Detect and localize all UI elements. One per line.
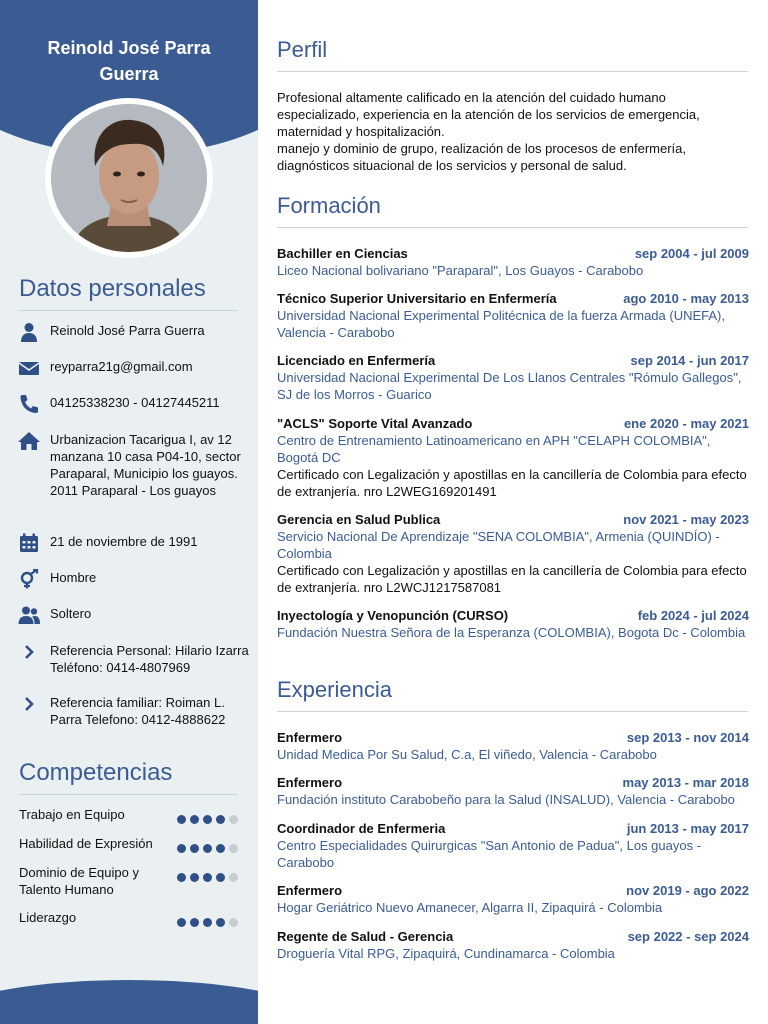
section-divider — [277, 711, 748, 712]
entry-date: nov 2021 - may 2023 — [623, 512, 749, 527]
entry-title: Coordinador de Enfermeria — [277, 821, 446, 836]
entry-institution: Liceo Nacional bolivariano "Paraparal", Los Guayos - Carabobo — [277, 263, 644, 278]
entry-institution: Hogar Geriátrico Nuevo Amanecer, Algarra II, Zipaquirá - Colombia — [277, 900, 663, 915]
chevron-right-icon — [18, 694, 40, 714]
rating-dot-filled — [177, 844, 186, 853]
entry-title: Regente de Salud - Gerencia — [277, 929, 454, 944]
rating-dot-filled — [177, 815, 186, 824]
rating-dot-filled — [190, 873, 199, 882]
entry-note: Certificado con Legalización y apostillas en la cancillería de Colombia para efecto de extranjería. nro L2WCJ1217587081 — [277, 563, 747, 595]
skill-row — [19, 806, 244, 823]
section-title-datos: Datos personales — [19, 275, 206, 302]
section-divider — [277, 71, 748, 72]
chevron-right-icon — [18, 642, 40, 662]
section-title-competencias: Competencias — [19, 759, 173, 786]
entry-title: "ACLS" Soporte Vital Avanzado — [277, 416, 473, 431]
gender-icon — [18, 569, 40, 589]
skill-row — [19, 835, 244, 852]
personal-item-text: Hombre — [50, 570, 97, 585]
rating-dot-filled — [177, 918, 186, 927]
rating-dot-empty — [229, 844, 238, 853]
entry-title: Gerencia en Salud Publica — [277, 512, 441, 527]
envelope-icon — [18, 358, 40, 378]
section-title-experiencia: Experiencia — [277, 677, 392, 702]
sidebar-footer-shape — [0, 980, 258, 1024]
candidate-name: Reinold José Parra Guerra — [47, 38, 211, 84]
entry-item — [277, 882, 749, 916]
entry-date: sep 2013 - nov 2014 — [626, 730, 749, 745]
entry-item — [277, 245, 749, 279]
users-icon — [18, 605, 40, 625]
personal-item-text: reyparra21g@gmail.com — [50, 359, 193, 374]
entry-item — [277, 290, 749, 341]
rating-dot-filled — [203, 873, 212, 882]
rating-dot-filled — [203, 918, 212, 927]
entry-date: sep 2022 - sep 2024 — [627, 929, 749, 944]
skill-rating — [177, 869, 242, 878]
entry-institution: Servicio Nacional De Aprendizaje "SENA COLOMBIA", Armenia (QUINDÍO) - Colombia — [277, 529, 720, 561]
entry-item — [277, 928, 749, 962]
phone-icon — [18, 394, 40, 414]
rating-dot-filled — [203, 844, 212, 853]
rating-dot-filled — [190, 844, 199, 853]
rating-dot-filled — [177, 873, 186, 882]
section-divider — [19, 794, 238, 795]
skill-rating — [177, 811, 242, 820]
personal-item-text: 21 de noviembre de 1991 — [50, 534, 198, 549]
entry-title: Licenciado en Enfermería — [277, 353, 436, 368]
sidebar — [0, 0, 258, 1024]
calendar-icon — [18, 533, 40, 553]
skill-rating — [177, 914, 242, 923]
skill-label: Dominio de Equipo y Talento Humano — [19, 865, 139, 897]
entry-title: Enfermero — [277, 883, 343, 898]
entry-item — [277, 774, 749, 808]
entry-institution: Droguería Vital RPG, Zipaquirá, Cundinamarca - Colombia — [277, 946, 615, 961]
section-title-formacion: Formación — [277, 193, 381, 218]
entry-item — [277, 415, 749, 500]
portrait-image — [51, 104, 207, 252]
rating-dot-filled — [190, 918, 199, 927]
rating-dot-filled — [203, 815, 212, 824]
personal-item-text: 04125338230 - 04127445211 — [50, 395, 220, 410]
rating-dot-empty — [229, 918, 238, 927]
entry-title: Bachiller en Ciencias — [277, 246, 408, 261]
entry-date: feb 2024 - jul 2024 — [637, 608, 749, 623]
entry-date: sep 2004 - jul 2009 — [634, 246, 749, 261]
entry-institution: Universidad Nacional Experimental Politécnica de la fuerza Armada (UNEFA), Valencia - Carabobo — [277, 308, 725, 340]
skill-label: Trabajo en Equipo — [19, 807, 125, 822]
skill-row — [19, 909, 244, 926]
personal-item-text: Referencia Personal: Hilario Izarra Teléfono: 0414-4807969 — [50, 643, 249, 675]
skill-rating — [177, 840, 242, 849]
profile-summary: Profesional altamente calificado en la atención del cuidado humano especializado, experiencia en la atención de los servicios de emergencia, maternidad y hospitalización. manejo y dominio de grupo, realización de los procesos de enfermería, diagnósticos situacional de los servicios y personal de salud. — [277, 90, 700, 173]
entry-date: nov 2019 - ago 2022 — [626, 883, 749, 898]
rating-dot-filled — [216, 918, 225, 927]
rating-dot-filled — [216, 815, 225, 824]
entry-item — [277, 607, 749, 641]
personal-item-text: Urbanizacion Tacarigua I, av 12 manzana 10 casa P04-10, sector Paraparal, Municipio los guayos. 2011 Paraparal - Los guayos — [50, 432, 241, 498]
entry-date: ago 2010 - may 2013 — [623, 291, 749, 306]
profile-photo — [45, 98, 213, 258]
rating-dot-filled — [190, 815, 199, 824]
entry-institution: Unidad Medica Por Su Salud, C.a, El viñedo, Valencia - Carabobo — [277, 747, 657, 762]
personal-item-text: Referencia familiar: Roiman L. Parra Telefono: 0412-4888622 — [50, 695, 226, 727]
entry-title: Técnico Superior Universitario en Enfermería — [277, 291, 557, 306]
personal-item-text: Reinold José Parra Guerra — [50, 323, 205, 338]
entry-title: Inyectología y Venopunción (CURSO) — [277, 608, 509, 623]
section-divider — [19, 310, 238, 311]
rating-dot-empty — [229, 873, 238, 882]
entry-title: Enfermero — [277, 730, 343, 745]
entry-date: jun 2013 - may 2017 — [626, 821, 749, 836]
entry-institution: Centro Especialidades Quirurgicas "San Antonio de Padua", Los guayos - Carabobo — [277, 838, 702, 870]
entry-note: Certificado con Legalización y apostillas en la cancillería de Colombia para efecto de extranjería. nro L2WEG169201491 — [277, 467, 747, 499]
entry-institution: Centro de Entrenamiento Latinoamericano en APH "CELAPH COLOMBIA", Bogotá DC — [277, 433, 711, 465]
section-divider — [277, 227, 748, 228]
rating-dot-filled — [216, 844, 225, 853]
entry-institution: Universidad Nacional Experimental De Los Llanos Centrales "Rómulo Gallegos", SJ de los Morros - Guarico — [277, 370, 742, 402]
home-icon — [18, 431, 40, 451]
entry-item — [277, 511, 749, 596]
entry-date: ene 2020 - may 2021 — [623, 416, 749, 431]
rating-dot-empty — [229, 815, 238, 824]
skill-label: Liderazgo — [19, 910, 77, 925]
entry-institution: Fundación instituto Carabobeño para la Salud (INSALUD), Valencia - Carabobo — [277, 792, 735, 807]
entry-date: may 2013 - mar 2018 — [622, 775, 749, 790]
skill-label: Habilidad de Expresión — [19, 836, 153, 851]
entry-date: sep 2014 - jun 2017 — [630, 353, 749, 368]
entry-item — [277, 820, 749, 871]
entry-title: Enfermero — [277, 775, 343, 790]
entry-item — [277, 729, 749, 763]
personal-item-text: Soltero — [50, 606, 92, 621]
entry-item — [277, 352, 749, 403]
rating-dot-filled — [216, 873, 225, 882]
entry-institution: Fundación Nuestra Señora de la Esperanza (COLOMBIA), Bogota Dc - Colombia — [277, 625, 746, 640]
user-icon — [18, 322, 40, 342]
section-title-perfil: Perfil — [277, 37, 328, 62]
skill-row — [19, 864, 244, 898]
